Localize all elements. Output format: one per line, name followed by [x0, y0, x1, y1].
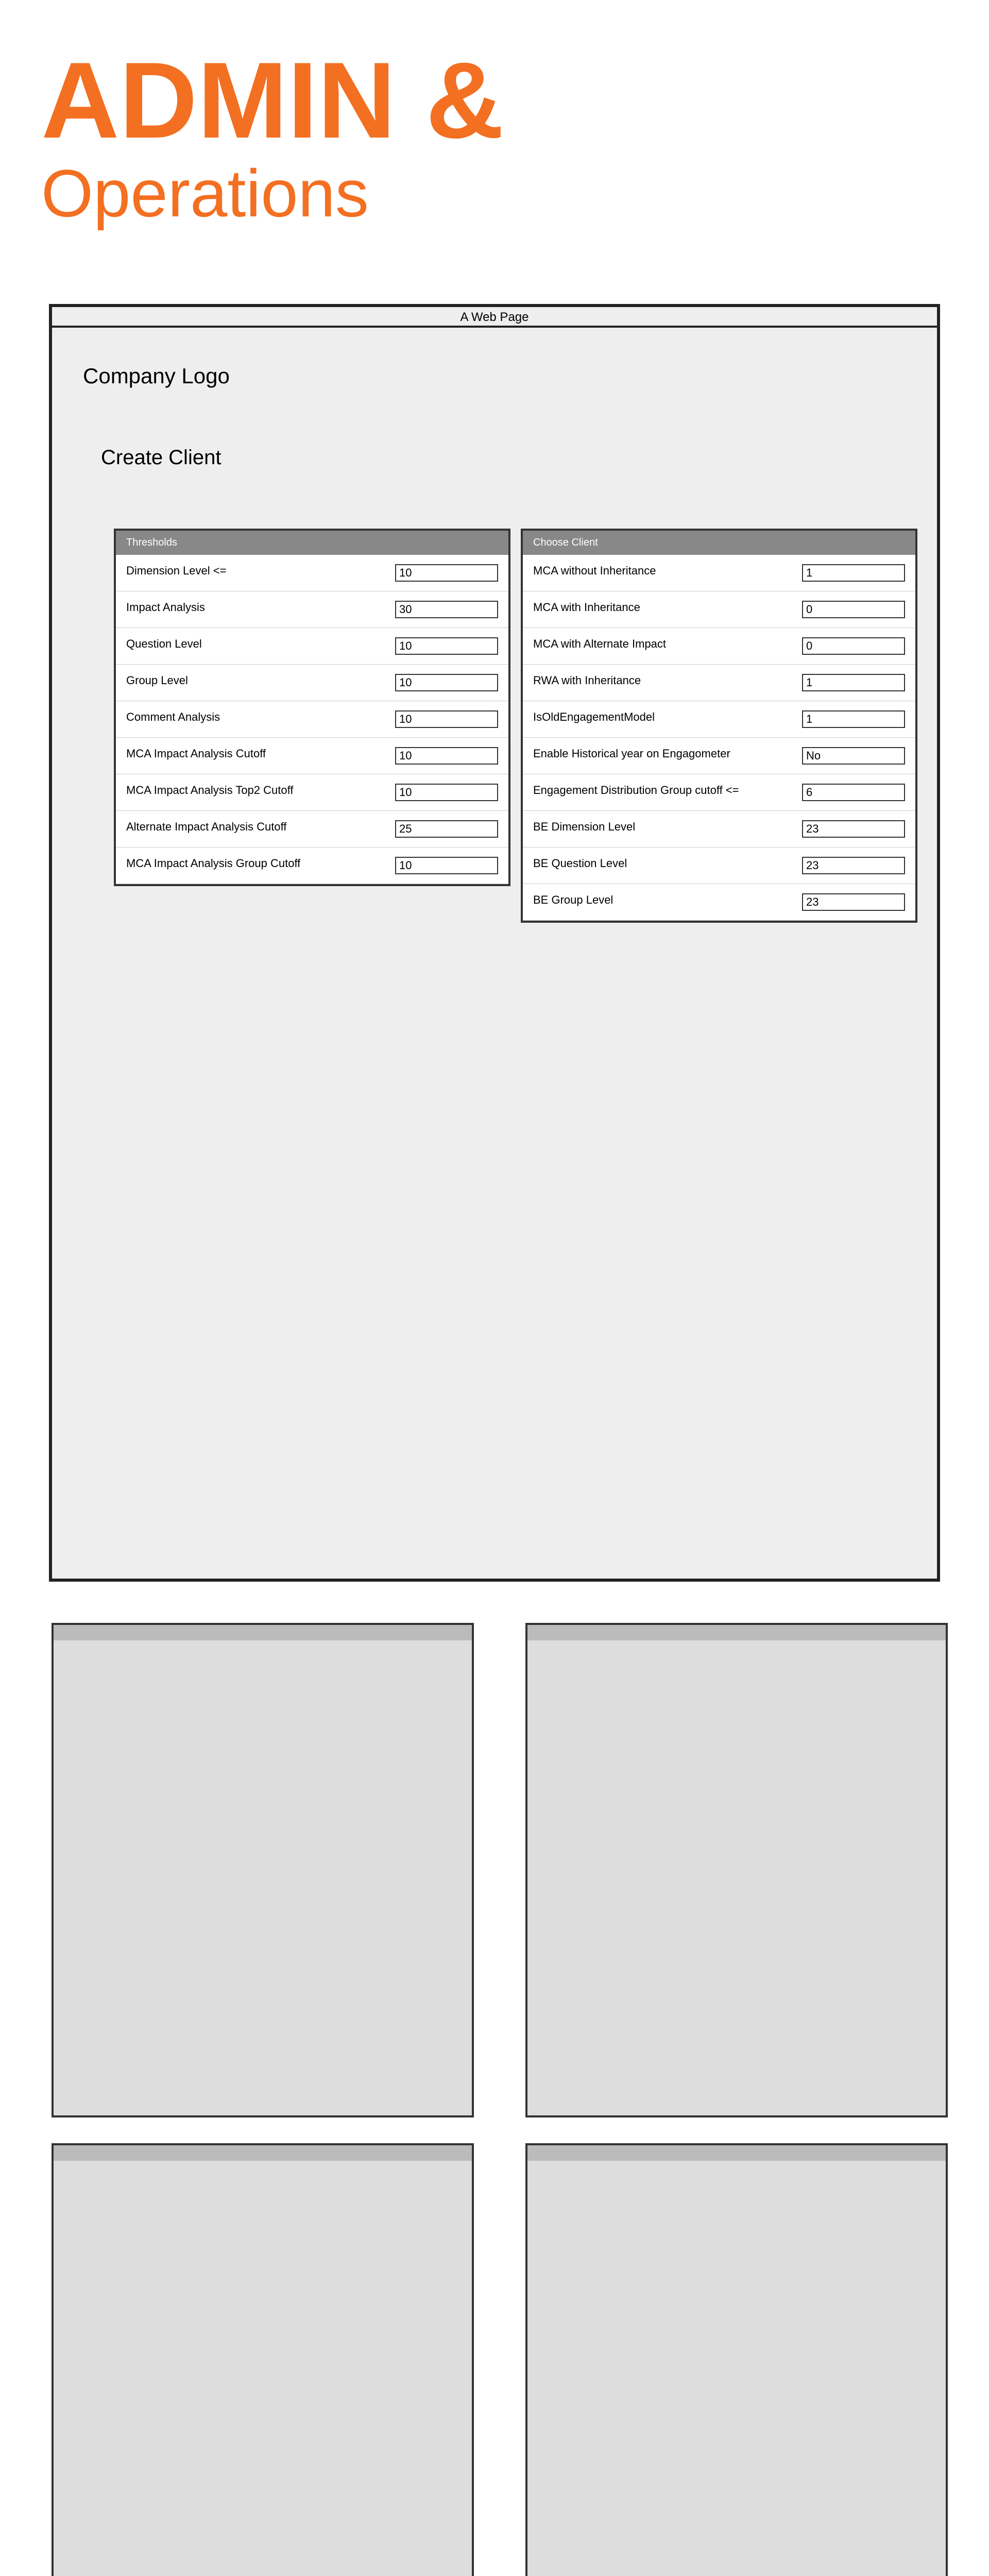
threshold-row: [523, 848, 915, 884]
threshold-label: Impact Analysis: [126, 601, 205, 614]
threshold-label: Enable Historical year on Engagometer: [533, 747, 730, 760]
cutoff-panel: [114, 529, 510, 886]
threshold-select[interactable]: 0: [802, 601, 905, 618]
threshold-row: [116, 701, 508, 738]
threshold-label: Comment Analysis: [126, 710, 220, 723]
threshold-label: BE Group Level: [533, 893, 613, 906]
threshold-select[interactable]: 23: [802, 857, 905, 874]
threshold-row: [523, 738, 915, 774]
threshold-label: Alternate Impact Analysis Cutoff: [126, 820, 287, 833]
threshold-label: Group Level: [126, 674, 188, 687]
threshold-label: IsOldEngagementModel: [533, 710, 655, 723]
threshold-row: [116, 811, 508, 848]
threshold-select[interactable]: 10: [395, 674, 498, 691]
tab-choose-client[interactable]: Choose Client: [523, 531, 915, 555]
threshold-label: MCA Impact Analysis Top2 Cutoff: [126, 784, 294, 796]
threshold-label: RWA with Inheritance: [533, 674, 641, 687]
threshold-row: [523, 701, 915, 738]
threshold-row: [116, 738, 508, 774]
threshold-select[interactable]: 0: [802, 637, 905, 655]
threshold-select[interactable]: 25: [395, 820, 498, 838]
threshold-row: [523, 884, 915, 921]
threshold-row: [116, 848, 508, 884]
threshold-row: [523, 628, 915, 665]
threshold-select[interactable]: 10: [395, 637, 498, 655]
mockup: [525, 1623, 948, 2117]
mockup: [52, 1623, 474, 2117]
threshold-label: BE Dimension Level: [533, 820, 636, 833]
threshold-row: [116, 628, 508, 665]
threshold-select[interactable]: 10: [395, 564, 498, 582]
threshold-row: [116, 774, 508, 811]
threshold-select[interactable]: 30: [395, 601, 498, 618]
threshold-row: [116, 665, 508, 701]
threshold-row: [523, 591, 915, 628]
threshold-select[interactable]: 6: [802, 784, 905, 801]
threshold-select[interactable]: 1: [802, 564, 905, 582]
threshold-row: [116, 555, 508, 591]
threshold-select[interactable]: 23: [802, 820, 905, 838]
threshold-label: MCA Impact Analysis Cutoff: [126, 747, 266, 760]
threshold-select[interactable]: 10: [395, 747, 498, 765]
threshold-row: [523, 665, 915, 701]
threshold-label: MCA with Alternate Impact: [533, 637, 666, 650]
wireframe-window: [49, 304, 940, 1582]
threshold-label: MCA Impact Analysis Group Cutoff: [126, 857, 301, 870]
threshold-row: [116, 591, 508, 628]
threshold-label: BE Question Level: [533, 857, 627, 870]
threshold-select[interactable]: 10: [395, 857, 498, 874]
headline: ADMIN &: [41, 40, 504, 161]
inheritance-panel: [521, 529, 917, 923]
threshold-label: Engagement Distribution Group cutoff <=: [533, 784, 739, 796]
threshold-select[interactable]: No: [802, 747, 905, 765]
page-title: Create Client: [101, 446, 221, 469]
mockup: [52, 2143, 474, 2576]
tab-thresholds[interactable]: Thresholds: [116, 531, 508, 555]
company-logo: Company Logo: [83, 364, 230, 388]
subhead: Operations: [41, 156, 369, 231]
threshold-select[interactable]: 10: [395, 710, 498, 728]
threshold-row: [523, 774, 915, 811]
threshold-label: MCA with Inheritance: [533, 601, 640, 614]
threshold-select[interactable]: 1: [802, 710, 905, 728]
threshold-select[interactable]: 1: [802, 674, 905, 691]
threshold-select[interactable]: 10: [395, 784, 498, 801]
threshold-label: Dimension Level <=: [126, 564, 227, 577]
window-title: A Web Page: [52, 307, 937, 328]
threshold-label: MCA without Inheritance: [533, 564, 656, 577]
threshold-row: [523, 555, 915, 591]
threshold-label: Question Level: [126, 637, 202, 650]
threshold-select[interactable]: 23: [802, 893, 905, 911]
threshold-row: [523, 811, 915, 848]
mockup: [525, 2143, 948, 2576]
